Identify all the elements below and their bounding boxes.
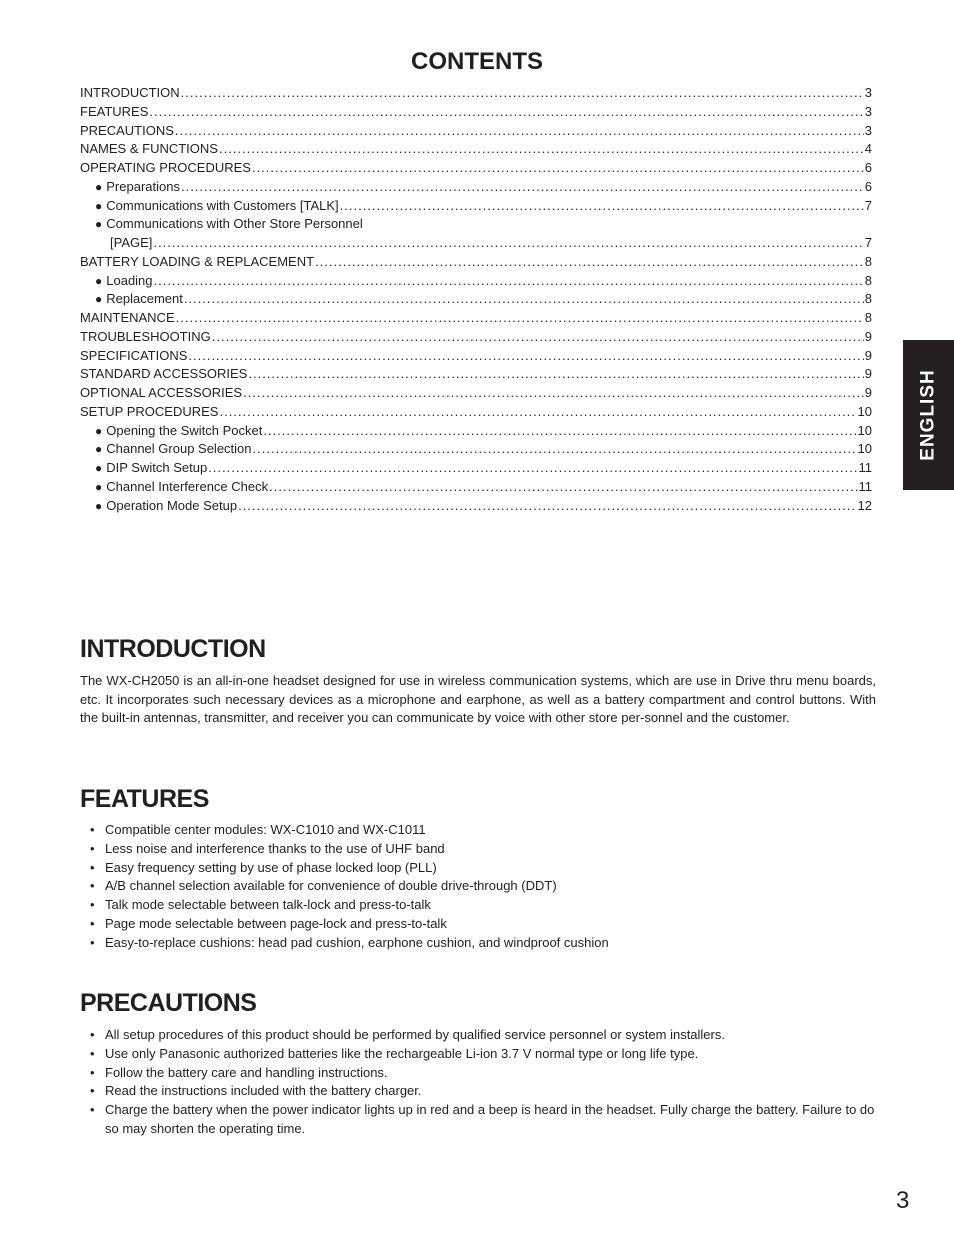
toc-entry-interference-check[interactable] [80, 478, 872, 497]
toc-page: 6 [864, 160, 872, 175]
toc-page: 8 [864, 291, 872, 307]
list-item: • All setup procedures of this product should be performed by qualified service personnel or system installers. [90, 1026, 876, 1045]
toc-page: 4 [864, 141, 872, 157]
toc-entry-specifications[interactable] [80, 347, 872, 366]
toc-entry-page-continuation[interactable] [80, 234, 872, 253]
toc-label: DIP Switch Setup [106, 460, 208, 475]
bullet-icon: ● [95, 423, 103, 438]
toc-page: 8 [864, 272, 872, 288]
bullet-icon: ● [95, 198, 103, 213]
toc-label: STANDARD ACCESSORIES [80, 366, 248, 382]
toc-entry-loading[interactable] [80, 272, 872, 291]
table-of-contents [80, 84, 872, 515]
bullet-icon: ● [95, 479, 103, 494]
toc-page: 3 [864, 122, 872, 138]
precautions-list [90, 1026, 876, 1139]
toc-page: 8 [864, 310, 872, 325]
toc-page: 6 [864, 178, 872, 194]
list-item: • Use only Panasonic authorized batteries like the rechargeable Li-ion 3.7 V normal type or long life type. [90, 1045, 876, 1064]
toc-entry-features[interactable] [80, 103, 872, 122]
introduction-heading: INTRODUCTION [80, 635, 266, 663]
toc-page: 10 [857, 422, 872, 438]
toc-page: 3 [864, 103, 872, 119]
toc-page: 8 [864, 253, 872, 269]
contents-title: CONTENTS [411, 48, 543, 75]
toc-label: OPTIONAL ACCESSORIES [80, 385, 243, 400]
page-number: 3 [896, 1187, 910, 1214]
toc-entry-page-communications[interactable] [80, 215, 872, 234]
toc-page: 7 [864, 197, 872, 213]
toc-label: Preparations [106, 178, 180, 194]
toc-label: FEATURES [80, 103, 149, 119]
bullet-icon: ● [95, 273, 103, 288]
bullet-icon: ● [95, 217, 103, 232]
features-list [90, 821, 876, 952]
list-item: • Follow the battery care and handling instructions. [90, 1064, 876, 1083]
list-item: • Talk mode selectable between talk-lock and press-to-talk [90, 896, 876, 915]
list-item: • Read the instructions included with the battery charger. [90, 1082, 876, 1101]
bullet-icon: ● [95, 498, 103, 513]
toc-label: Opening the Switch Pocket [106, 422, 263, 438]
toc-label: OPERATING PROCEDURES [80, 160, 251, 175]
toc-entry-precautions[interactable] [80, 122, 872, 141]
toc-page: 9 [864, 347, 872, 363]
bullet-icon: ● [95, 292, 103, 307]
toc-entry-channel-group[interactable] [80, 440, 872, 459]
list-item: • Less noise and interference thanks to the use of UHF band [90, 840, 876, 859]
toc-page: 9 [864, 385, 872, 400]
features-heading: FEATURES [80, 785, 209, 813]
toc-entry-troubleshooting[interactable] [80, 328, 872, 347]
toc-label: TROUBLESHOOTING [80, 328, 211, 344]
bullet-icon: ● [95, 442, 103, 457]
toc-label: NAMES & FUNCTIONS [80, 141, 218, 157]
toc-label: [PAGE] [110, 235, 153, 250]
toc-entry-introduction[interactable] [80, 84, 872, 103]
toc-entry-operation-mode[interactable] [80, 497, 872, 516]
language-tab [903, 340, 954, 490]
toc-label: PRECAUTIONS [80, 122, 174, 138]
toc-page: 7 [864, 235, 872, 250]
toc-label: MAINTENANCE [80, 310, 175, 325]
toc-entry-dip-switch[interactable] [80, 459, 872, 478]
list-item: • Easy frequency setting by use of phase locked loop (PLL) [90, 859, 876, 878]
toc-page: 10 [857, 403, 872, 419]
list-item: • A/B channel selection available for convenience of double drive-through (DDT) [90, 877, 876, 896]
toc-label: SPECIFICATIONS [80, 347, 188, 363]
list-item: • Page mode selectable between page-lock and press-to-talk [90, 915, 876, 934]
precautions-heading: PRECAUTIONS [80, 989, 257, 1017]
bullet-icon: ● [95, 461, 103, 475]
toc-label: SETUP PROCEDURES [80, 403, 219, 419]
toc-label: INTRODUCTION [80, 85, 180, 100]
toc-page: 10 [857, 441, 872, 457]
toc-entry-operating-procedures[interactable] [80, 159, 872, 178]
toc-entry-switch-pocket[interactable] [80, 422, 872, 441]
toc-page: 9 [864, 366, 872, 382]
toc-entry-battery[interactable] [80, 253, 872, 272]
toc-label: Channel Group Selection [106, 441, 252, 457]
toc-page: 11 [858, 478, 872, 494]
toc-entry-standard-accessories[interactable] [80, 365, 872, 384]
toc-label: Communications with Customers [TALK] [106, 197, 339, 213]
toc-entry-names-functions[interactable] [80, 140, 872, 159]
toc-label: BATTERY LOADING & REPLACEMENT [80, 253, 315, 269]
toc-page: 9 [864, 328, 872, 344]
language-tab-label: ENGLISH [917, 369, 939, 461]
toc-label: Operation Mode Setup [106, 497, 238, 513]
toc-entry-talk[interactable] [80, 197, 872, 216]
bullet-icon: ● [95, 179, 103, 194]
toc-page: 11 [858, 460, 872, 475]
toc-label: Channel Interference Check [106, 478, 269, 494]
toc-entry-maintenance[interactable] [80, 309, 872, 328]
list-item: • Easy-to-replace cushions: head pad cushion, earphone cushion, and windproof cushion [90, 934, 876, 953]
toc-label: Replacement [106, 291, 183, 307]
toc-page: 12 [857, 497, 872, 513]
list-item: • Compatible center modules: WX-C1010 and WX-C1011 [90, 821, 876, 840]
toc-entry-replacement[interactable] [80, 290, 872, 309]
list-item: • Charge the battery when the power indicator lights up in red and a beep is heard in the headset. Fully charge the battery. Failure to do so may shorten the operating time. [90, 1101, 876, 1139]
toc-entry-optional-accessories[interactable] [80, 384, 872, 403]
introduction-text: The WX-CH2050 is an all-in-one headset designed for use in wireless communication systems, which are use in Drive thru menu boards, etc. It incorporates such necessary devices as a microphone and earphone, as well as a battery compartment and control buttons. With the built-in antennas, transmitter, and receiver you can communicate by voice with other store per-sonnel and the customer. [80, 673, 876, 725]
toc-page: 3 [864, 85, 872, 100]
toc-entry-setup-procedures[interactable] [80, 403, 872, 422]
toc-entry-preparations[interactable] [80, 178, 872, 197]
toc-label: Communications with Other Store Personnel [106, 216, 363, 232]
toc-label: Loading [106, 272, 153, 288]
